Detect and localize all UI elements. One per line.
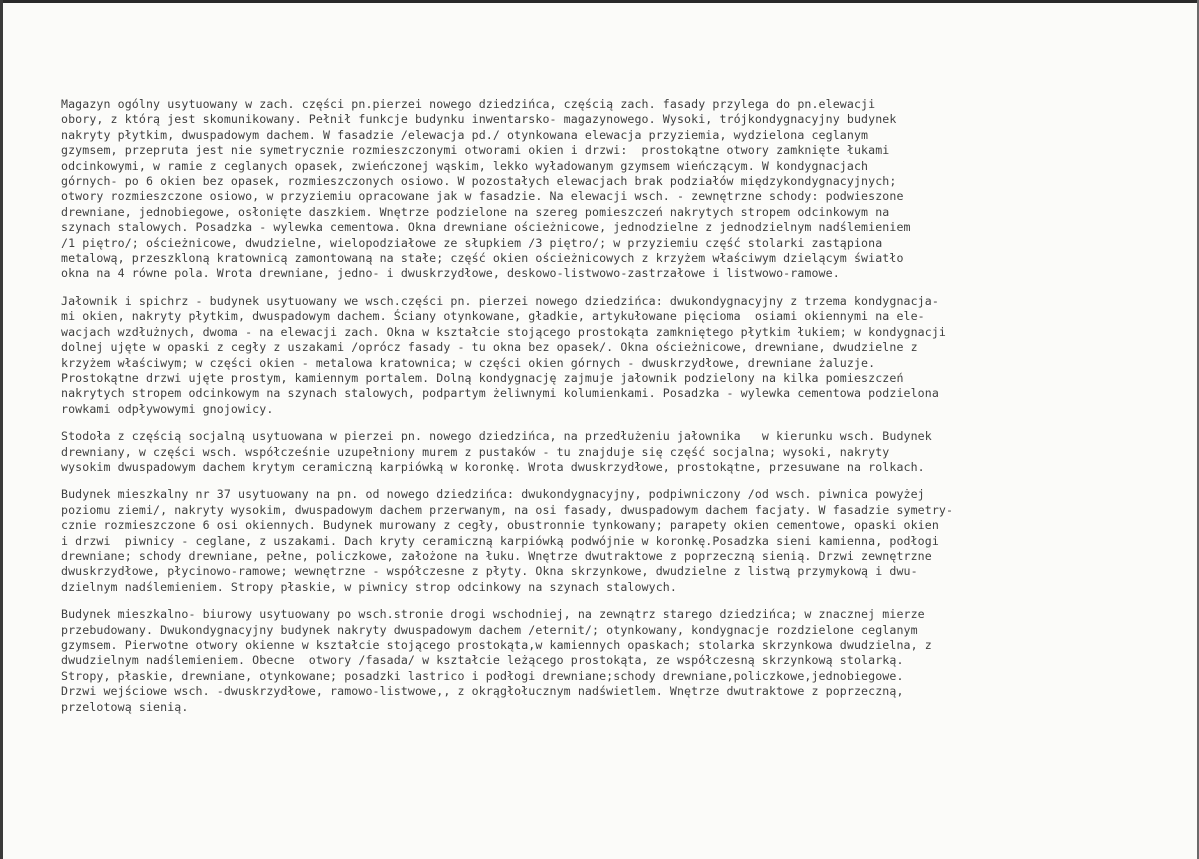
text-line: drewniany, w części wsch. współcześnie uzupełniony murem z pustaków - tu znajduje się część socjalna; wysoki, nakryty [61,444,890,459]
text-line: przebudowany. Dwukondygnacyjny budynek nakryty dwuspadowym dachem /eternit/; otynkowany, kondygnacje rozdzielone ceglanym [61,622,918,637]
text-line: otwory rozmieszczone osiowo, w przyziemiu opracowane jak w fasadzie. Na elewacji wsch. - zewnętrzne schody: podwieszone [61,189,904,204]
text-line: metalową, przeszkloną kratownicą zamontowaną na stałe; część okien ościeżnicowych z krzyżem właściwym dzielącym światło [61,251,904,266]
text-line: Stodoła z częścią socjalną usytuowana w pierzei pn. nowego dziedzińca, na przedłużeniu jałownika w kierunku wsch. Budynek [61,429,932,444]
typed-text-block [61,97,1141,727]
text-line: cznie rozmieszczone 6 osi okiennych. Budynek murowany z cegły, obustronnie tynkowany; parapety okien cementowe, opaski okien [61,518,939,533]
scan-edge-left [0,0,3,859]
text-line: Prostokątne drzwi ujęte prostym, kamiennym portalem. Dolną kondygnację zajmuje jałownik podzielony na kilka pomieszczeń [61,370,904,385]
text-line: drewniane, jednobiegowe, osłonięte daszkiem. Wnętrze podzielone na szereg pomieszczeń nakrytych stropem odcinkowym na [61,204,890,219]
text-line: odcinkowymi, w ramie z ceglanych opasek, zwieńczonej wąskim, lekko wyładowanym gzymsem wieńczącym. W kondygnacjach [61,158,869,173]
text-line: wysokim dwuspadowym dachem krytym ceramiczną karpiówką w koronkę. Wrota dwuskrzydłowe, prostokątne, przesuwane na rolkach. [61,459,925,474]
text-line: dwudzielnym nadślemieniem. Obecne otwory /fasada/ w kształcie leżącego prostokąta, ze współczesną skrzynkową stolarką. [61,653,904,668]
text-line: dzielnym nadślemieniem. Stropy płaskie, w piwnicy strop odcinkowy na szynach stalowych. [61,579,677,594]
text-line: rowkami odpływowymi gnojowicy. [61,401,274,416]
text-line: i drzwi piwnicy - ceglane, z uszakami. Dach kryty ceramiczną karpiówką podwójnie w koronkę.Posadzka sieni kamienna, podłogi [61,533,939,548]
text-line: dwuskrzydłowe, płycinowo-ramowe; wewnętrzne - współczesne z płyty. Okna skrzynkowe, dwudzielne z listwą przymykową i dwu- [61,564,918,579]
text-line: drewniane; schody drewniane, pełne, policzkowe, założone na łuku. Wnętrze dwutraktowe z poprzeczną sienią. Drzwi zewnętrzne [61,548,932,563]
text-line: Magazyn ogólny usytuowany w zach. części pn.pierzei nowego dziedzińca, częścią zach. fasady przylega do pn.elewacji [61,97,876,111]
text-line: nakryty płytkim, dwuspadowym dachem. W fasadzie /elewacja pd./ otynkowana elewacja przyziemia, wydzielona ceglanym [61,127,869,142]
text-line: obory, z którą jest skomunikowany. Pełnił funkcje budynku inwentarsko- magazynowego. Wysoki, trójkondygnacyjny budynek [61,112,897,127]
text-line: szynach stalowych. Posadzka - wylewka cementowa. Okna drewniane ościeżnicowe, jednodzielne z jednodzielnym nadślemieniem [61,220,911,235]
text-line: Jałownik i spichrz - budynek usytuowany we wsch.części pn. pierzei nowego dziedzińca: dwukondygnacyjny z trzema kondygnacja- [61,293,939,308]
paragraph-budynek-mieszkalny [61,487,1141,595]
text-line: dolnej ujęte w opaski z cegły z uszakami /oprócz fasady - tu okna bez opasek/. Okna ościeżnicowe, drewniane, dwudzielne z [61,340,918,355]
text-line: Budynek mieszkalno- biurowy usytuowany po wsch.stronie drogi wschodniej, na zewnątrz starego dziedzińca; w znacznej mierze [61,607,925,622]
text-line: /1 piętro/; ościeżnicowe, dwudzielne, wielopodziałowe ze słupkiem /3 piętro/; w przyziemiu część stolarki zastąpiona [61,235,883,250]
text-line: górnych- po 6 okien bez opasek, rozmieszczonych osiowo. W pozostałych elewacjach brak podziałów międzykondygnacyjnych; [61,174,897,189]
text-line: gzymsem. Pierwotne otwory okienne w kształcie stojącego prostokąta,w kamiennych opaskach; stolarka skrzynkowa dwudzielna, z [61,638,932,652]
text-line: poziomu ziemi/, nakryty wysokim, dwuspadowym dachem przerwanym, na osi fasady, dwuspadowym dachem facjaty. W fasadzie symetry- [61,502,954,517]
paragraph-budynek-biurowy [61,607,1141,715]
text-line: krzyżem właściwym; w części okien - metalowa kratownica; w części okien górnych - dwuskrzydłowe, drewniane żaluzje. [61,355,876,370]
paragraph-jalownik [61,294,1141,417]
scan-edge-top [0,0,1199,3]
text-line: przelotową sienią. [61,699,189,714]
text-line: Budynek mieszkalny nr 37 usytuowany na pn. od nowego dziedzińca: dwukondygnacyjny, podpiwniczony /od wsch. piwnica powyżej [61,487,925,502]
text-line: gzymsem, przepruta jest nie symetrycznie rozmieszczonymi otworami okien i drzwi: prostokątne otwory zamknięte łukami [61,143,890,158]
text-line: mi okien, nakryty płytkim, dwuspadowym dachem. Ściany otynkowane, gładkie, artykułowane pięcioma osiami okiennymi na ele- [61,309,925,324]
paragraph-magazyn [61,97,1141,282]
paragraph-stodola [61,429,1141,475]
text-line: Stropy, płaskie, drewniane, otynkowane; posadzki lastrico i podłogi drewniane;schody drewniane,policzkowe,jednobiegowe. [61,668,904,683]
text-line: okna na 4 równe pola. Wrota drewniane, jedno- i dwuskrzydłowe, deskowo-listwowo-zastrzałowe i listwowo-ramowe. [61,266,840,281]
text-line: wacjach wzdłużnych, dwoma - na elewacji zach. Okna w kształcie stojącego prostokąta zamkniętego płytkim łukiem; w kondygnacji [61,324,947,339]
text-line: nakrytych stropem odcinkowym na szynach stalowych, podpartym żeliwnymi kolumienkami. Posadzka - wylewka cementowa podzielona [61,386,939,401]
text-line: Drzwi wejściowe wsch. -dwuskrzydłowe, ramowo-listwowe,, z okrągłołucznym nadświetlem. Wnętrze dwutraktowe z poprzeczną, [61,684,904,699]
